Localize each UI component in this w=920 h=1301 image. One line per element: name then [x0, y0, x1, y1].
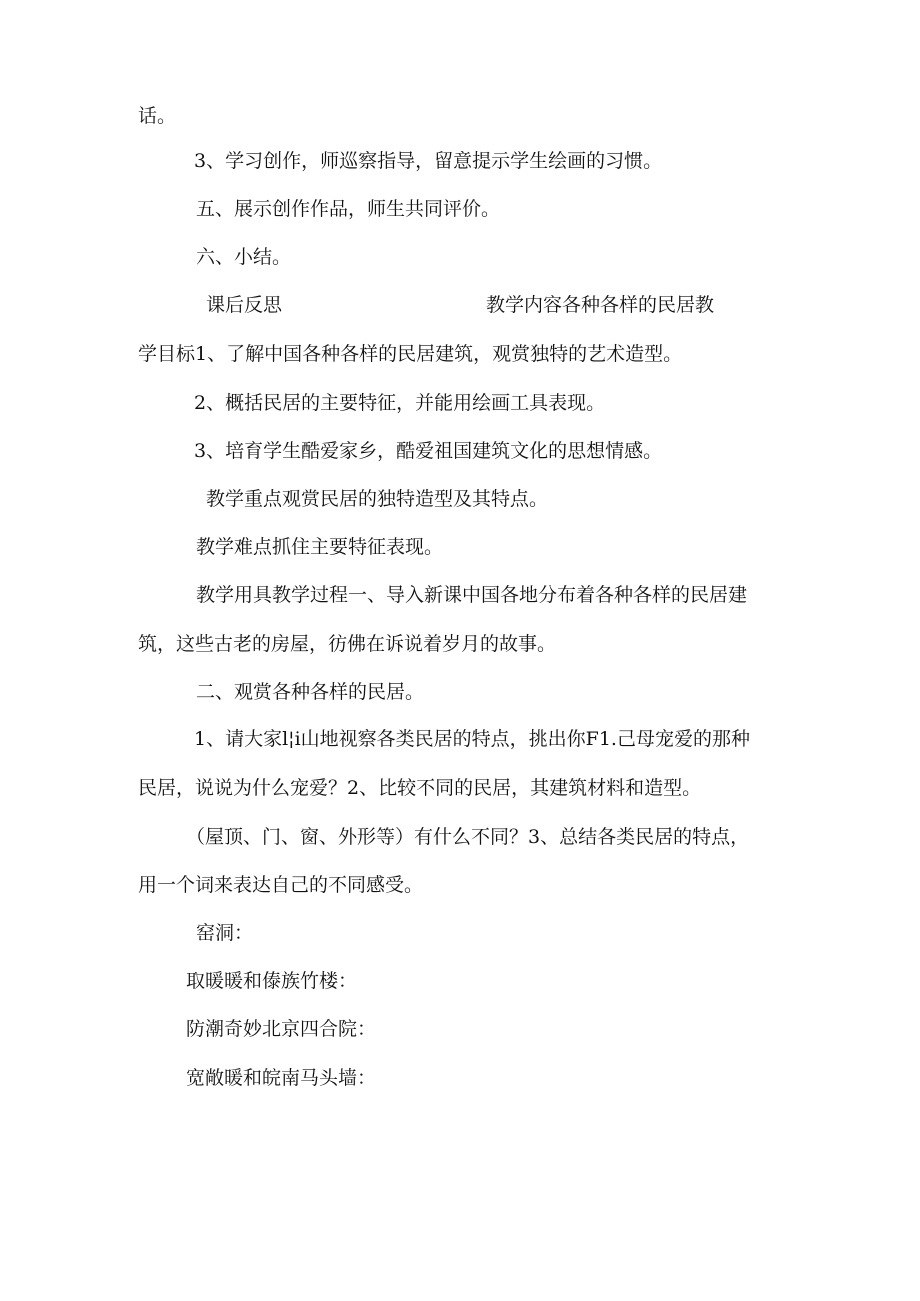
text-line-11: 教学难点抓住主要特征表现。 [196, 536, 444, 558]
text-line-5: 课后反思 [206, 294, 283, 316]
text-line-8: 2、概括民居的主要特征，并能用绘画工具表现。 [194, 392, 606, 414]
text-line-6: 教学内容各种各样的民居教 [486, 294, 715, 316]
text-line-21: 防潮奇妙北京四合院： [186, 1018, 377, 1040]
text-line-2: 3、学习创作，师巡察指导，留意提示学生绘画的习惯。 [194, 150, 663, 172]
text-line-12: 教学用具教学过程一、导入新课中国各地分布着各种各样的民居建 [196, 584, 748, 606]
text-line-14: 二、观赏各种各样的民居。 [196, 681, 425, 703]
text-line-7: 学目标1、了解中国各种各样的民居建筑，观赏独特的艺术造型。 [138, 343, 683, 365]
text-line-20: 取暖暖和傣族竹楼： [186, 970, 358, 992]
text-line-9: 3、培育学生酷爱家乡，酷爱祖国建筑文化的思想情感。 [194, 440, 663, 462]
text-line-17: （屋顶、门、窗、外形等）有什么不同？3、总结各类民居的特点， [186, 826, 750, 848]
text-line-4: 六、小结。 [196, 246, 292, 268]
text-line-13: 筑，这些古老的房屋，彷佛在诉说着岁月的故事。 [138, 633, 557, 655]
text-line-15: 1、请大家l¦i山地视察各类民居的特点，挑出你F1.己母宠爱的那种 [194, 728, 750, 750]
text-line-16: 民居，说说为什么宠爱？2、比较不同的民居，其建筑材料和造型。 [138, 777, 702, 799]
text-line-1: 话。 [138, 105, 177, 127]
text-line-19: 窑洞： [196, 922, 254, 944]
text-line-10: 教学重点观赏民居的独特造型及其特点。 [206, 488, 549, 510]
text-line-3: 五、展示创作作品，师生共同评价。 [196, 198, 501, 220]
text-line-22: 宽敞暖和皖南马头墙： [186, 1067, 377, 1089]
text-line-18: 用一个词来表达自己的不同感受。 [138, 874, 424, 896]
